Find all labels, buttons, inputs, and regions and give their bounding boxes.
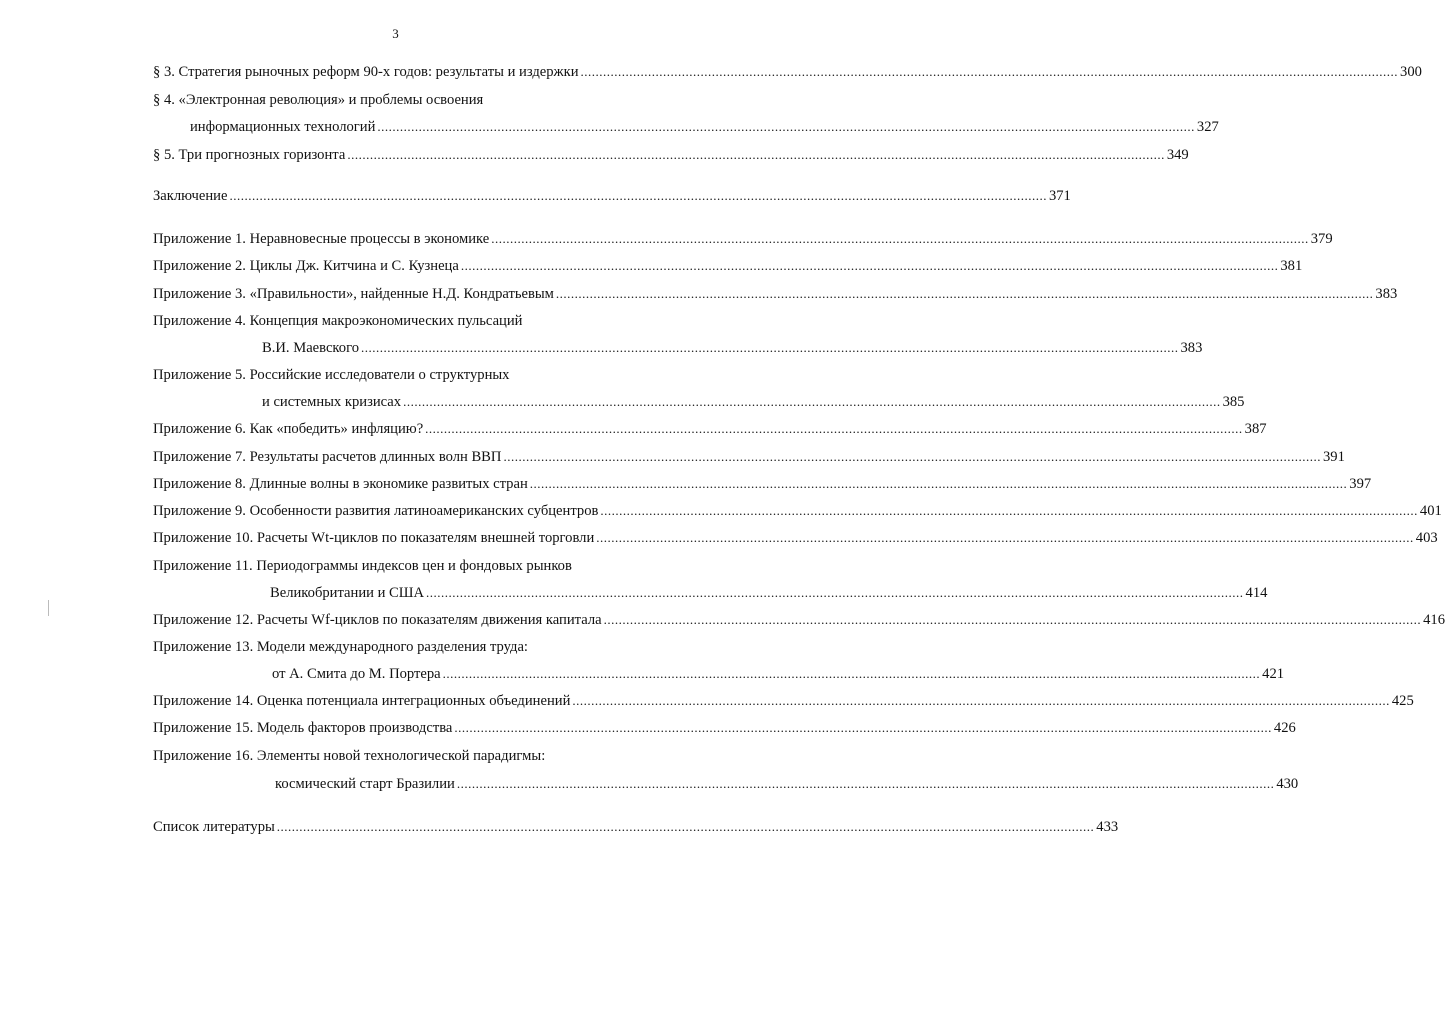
toc-entry (153, 691, 1414, 711)
toc-entry-page: 414 (1245, 585, 1268, 601)
scan-artifact (48, 600, 49, 616)
toc-entry (153, 229, 1333, 249)
toc-entry-title: Заключение (153, 188, 228, 204)
toc-entry (153, 474, 1372, 494)
toc-entry-title: Приложение 14. Оценка потенциала интеграционных объединений (153, 693, 571, 709)
toc-entry-page: 401 (1419, 503, 1442, 519)
leader-dots: .......................................................................................................................................................................................................................... (580, 64, 1399, 79)
toc-entry-page: 397 (1349, 476, 1372, 492)
toc-entry-title: Приложение 9. Особенности развития латиноамериканских субцентров (153, 503, 599, 519)
page-number: 3 (392, 26, 399, 41)
toc-entry-title: космический старт Бразилии (275, 776, 455, 792)
toc-entry-page: 391 (1322, 449, 1345, 465)
leader-dots: .......................................................................................................................................................................................................................... (403, 394, 1221, 409)
leader-dots: .......................................................................................................................................................................................................................... (555, 286, 1374, 301)
toc-entry (190, 117, 1219, 137)
toc-entry (153, 145, 1189, 165)
leader-dots: .......................................................................................................................................................................................................................... (361, 340, 1179, 355)
toc-entry-page: 379 (1310, 231, 1333, 247)
toc-entry (153, 311, 523, 331)
toc-entry-page: 371 (1048, 188, 1071, 204)
toc-entry (153, 817, 1119, 837)
toc-entry (153, 556, 572, 576)
leader-dots: .......................................................................................................................................................................................................................... (426, 585, 1244, 600)
toc-entry-page: 383 (1180, 340, 1203, 356)
toc-entry-title: Приложение 5. Российские исследователи о структурных (153, 367, 510, 383)
toc-entry-title: Приложение 16. Элементы новой технологической парадигмы: (153, 748, 546, 764)
toc-entry-title: § 5. Три прогнозных горизонта (153, 147, 346, 163)
toc-entry (262, 338, 1203, 358)
toc-entry (153, 637, 528, 657)
toc-entry-page: 416 (1423, 612, 1445, 628)
leader-dots: .......................................................................................................................................................................................................................... (442, 666, 1261, 681)
toc-entry-page: 387 (1244, 421, 1267, 437)
leader-dots: .......................................................................................................................................................................................................................... (596, 530, 1414, 545)
leader-dots: .......................................................................................................................................................................................................................... (347, 147, 1165, 162)
toc-entry-page: 349 (1166, 147, 1189, 163)
leader-dots: .......................................................................................................................................................................................................................... (454, 720, 1272, 735)
toc-entry-title: Приложение 3. «Правильности», найденные Н.Д. Кондратьевым (153, 286, 554, 302)
toc-entry-page: 403 (1415, 530, 1438, 546)
toc-entry-title: Великобритании и США (270, 585, 425, 601)
toc-entry-title: и системных кризисах (262, 394, 402, 410)
toc-entry-title: информационных технологий (190, 119, 376, 135)
toc-entry-page: 385 (1222, 394, 1245, 410)
toc-entry (262, 392, 1245, 412)
toc-entry-page: 421 (1262, 666, 1285, 682)
toc-entry-page: 430 (1276, 776, 1299, 792)
toc-entry (153, 365, 509, 385)
toc-entry-title: Приложение 8. Длинные волны в экономике развитых стран (153, 476, 528, 492)
toc-entry (153, 528, 1438, 548)
toc-entry-page: 433 (1096, 819, 1119, 835)
toc-entry (275, 774, 1299, 794)
toc-entry (153, 501, 1442, 521)
toc-entry-title: Приложение 13. Модели международного разделения труда: (153, 639, 528, 655)
leader-dots: .......................................................................................................................................................................................................................... (377, 119, 1195, 134)
leader-dots: .......................................................................................................................................................................................................................... (529, 476, 1348, 491)
toc-entry (153, 419, 1267, 439)
toc-entry-title: Список литературы (153, 819, 275, 835)
toc-entry-page: 426 (1273, 720, 1296, 736)
toc-entry (153, 62, 1422, 82)
toc-entry-title: Приложение 12. Расчеты Wf-циклов по показателям движения капитала (153, 612, 602, 628)
leader-dots: .......................................................................................................................................................................................................................... (460, 258, 1279, 273)
toc-entry-title: § 3. Стратегия рыночных реформ 90-х годов: результаты и издержки (153, 64, 579, 80)
toc-entry-title: Приложение 7. Результаты расчетов длинных волн ВВП (153, 449, 502, 465)
toc-entry-page: 381 (1280, 258, 1303, 274)
toc-entry-title: В.И. Маевского (262, 340, 359, 356)
leader-dots: .......................................................................................................................................................................................................................... (603, 612, 1422, 627)
toc-entry (153, 90, 483, 110)
toc-entry (272, 664, 1285, 684)
toc-entry-page: 327 (1196, 119, 1219, 135)
toc-entry-title: § 4. «Электронная революция» и проблемы освоения (153, 92, 484, 108)
leader-dots: .......................................................................................................................................................................................................................... (572, 693, 1390, 708)
toc-entry-title: Приложение 1. Неравновесные процессы в экономике (153, 231, 490, 247)
toc-entry-page: 425 (1391, 693, 1414, 709)
leader-dots: .......................................................................................................................................................................................................................... (491, 231, 1309, 246)
toc-entry-title: Приложение 10. Расчеты Wt-циклов по показателям внешней торговли (153, 530, 595, 546)
toc-entry-title: Приложение 11. Периодограммы индексов цен и фондовых рынков (153, 558, 572, 574)
toc-entry (153, 447, 1345, 467)
leader-dots: .......................................................................................................................................................................................................................... (425, 421, 1243, 436)
toc-entry (153, 610, 1445, 630)
toc-entry (153, 186, 1071, 206)
leader-dots: .......................................................................................................................................................................................................................... (600, 503, 1418, 518)
toc-entry (153, 718, 1296, 738)
toc-entry (153, 746, 545, 766)
toc-entry-title: Приложение 6. Как «победить» инфляцию? (153, 421, 424, 437)
leader-dots: .......................................................................................................................................................................................................................... (456, 776, 1275, 791)
toc-entry (270, 583, 1268, 603)
toc-entry-title: от А. Смита до М. Портера (272, 666, 441, 682)
leader-dots: .......................................................................................................................................................................................................................... (276, 819, 1095, 834)
toc-entry-title: Приложение 2. Циклы Дж. Китчина и С. Кузнеца (153, 258, 459, 274)
toc-entry (153, 284, 1398, 304)
toc-entry-title: Приложение 4. Концепция макроэкономических пульсаций (153, 313, 523, 329)
toc-entry-page: 300 (1400, 64, 1422, 80)
leader-dots: .......................................................................................................................................................................................................................... (229, 188, 1047, 203)
toc-entry-title: Приложение 15. Модель факторов производства (153, 720, 453, 736)
toc-entry (153, 256, 1303, 276)
toc-entry-page: 383 (1375, 286, 1398, 302)
leader-dots: .......................................................................................................................................................................................................................... (503, 449, 1321, 464)
